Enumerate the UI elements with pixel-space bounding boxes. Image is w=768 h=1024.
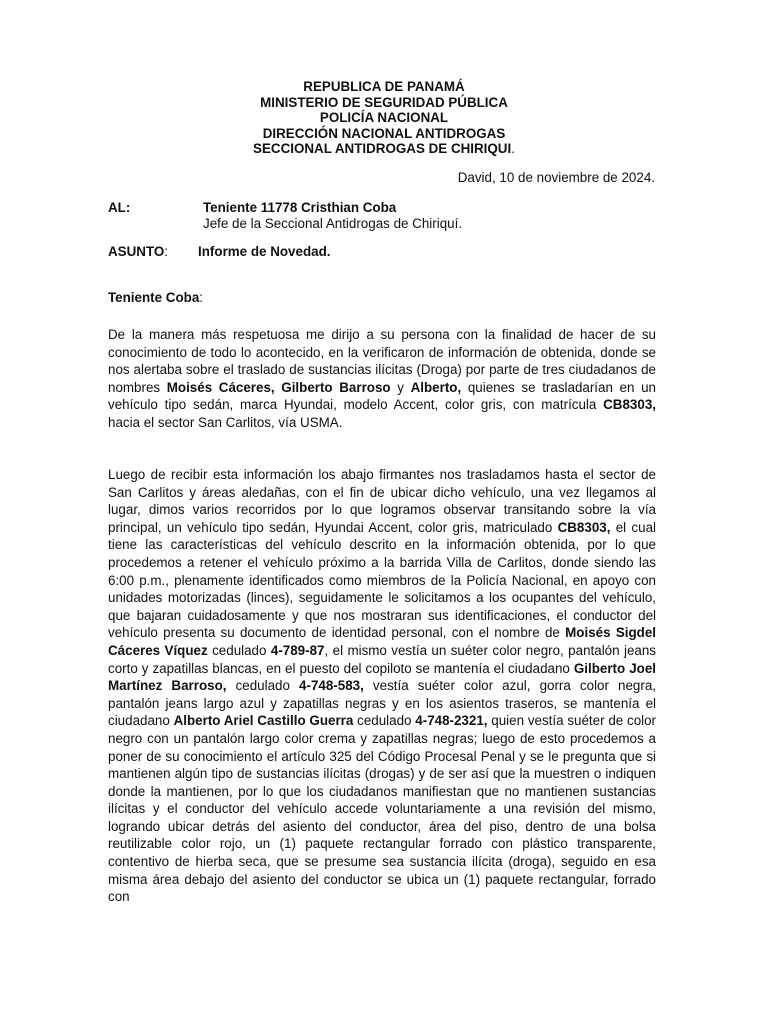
p2-text-5: cedulado: [226, 678, 300, 694]
p2-bold-copilot-name: Gilberto Joel Martínez Barroso,: [108, 660, 656, 694]
subject-colon: :: [164, 244, 169, 259]
p2-text-1: Luego de recibir esta información los abajo firmantes nos trasladamos hasta el sector de San Carlitos y áreas aledañas, con el fin de ubicar dicho vehículo, una vez llegamos al lugar, dimos varios recorridos por lo que logramos observar transitando sobre la vía principal, un vehículo tipo sedán, Hyundai Accent, color gris, matriculado: [108, 467, 656, 535]
p2-text-4: , el mismo vestía un suéter color negro, pantalón jeans corto y zapatillas blancas, en el puesto del copiloto se mantenía el ciudadano: [108, 642, 656, 676]
p2-bold-rear-id: 4-748-2321,: [415, 713, 488, 729]
subject-text: Informe de Novedad.: [198, 244, 331, 259]
letter-date: David, 10 de noviembre de 2024.: [457, 170, 655, 185]
p2-bold-driver-name: Moisés Sigdel Cáceres Víquez: [108, 625, 656, 658]
p1-text-3: quienes se trasladarían en un vehículo tipo sedán, marca Hyundai, modelo Accent, color gris, con matrícula: [108, 379, 656, 413]
subject-label: ASUNTO: [108, 244, 165, 259]
p2-text-6: vestía suéter color azul, gorra color negra, pantalón jeans largo azul y zapatillas negras y en los asientos traseros, se mantenía el ciudadano: [108, 678, 657, 729]
header-directorate: DIRECCIÓN NACIONAL ANTIDROGAS: [262, 125, 506, 141]
p2-text-3: cedulado: [207, 642, 271, 658]
p2-bold-copilot-id: 4-748-583,: [299, 678, 364, 694]
greeting: [108, 290, 203, 305]
recipient-block: [108, 200, 668, 231]
paragraph-2: [108, 466, 656, 906]
p1-bold-names: Moisés Cáceres, Gilberto Barroso: [166, 379, 391, 395]
header-section: [0, 141, 768, 157]
header-ministry: MINISTERIO DE SEGURIDAD PÚBLICA: [260, 94, 508, 110]
p1-text-4: hacia el sector San Carlitos, vía USMA.: [108, 414, 343, 430]
p2-bold-plate: CB8303,: [557, 519, 611, 535]
recipient-name: Teniente 11778 Cristhian Coba: [203, 200, 397, 215]
paragraph-1: [108, 326, 656, 432]
header-police: POLICÍA NACIONAL: [319, 110, 449, 126]
subject-line: [108, 244, 330, 259]
p2-text-2: el cual tiene las características del vehículo descrito en la información obtenida, por lo que procedemos a retener el vehículo próximo a la barrida Villa de Carlitos, donde siendo las 6:00 p.m., plenamente identificados como miembros de la Policía Nacional, en apoyo con unidades motorizadas (linces), seguidamente le solicitamos a los ocupantes del vehículo, que bajaran cuidadosamente y que nos mostraran sus identificaciones, el conductor del vehículo presenta su documento de identidad personal, con el nombre de: [108, 519, 656, 641]
p1-bold-plate: CB8303,: [603, 397, 656, 413]
p1-text-2: y: [390, 379, 411, 395]
letterhead: [0, 79, 768, 157]
p2-text-8: quien vestía suéter de color negro con un pantalón largo color crema y zapatillas negras; luego de esto procedemos a poner de su conocimiento el artículo 325 del Código Procesal Penal y se le pregunta que si mantienen algún tipo de sustancias ilícitas (drogas) y de ser así que la muestren o indiquen donde la mantienen, por lo que los ciudadanos manifiestan que no mantienen sustancias ilícitas y el conductor del vehículo accede voluntariamente a una revisión del mismo, logrando ubicar detrás del asiento del conductor, área del piso, dentro de una bolsa reutilizable color rojo, un (1) paquete rectangular forrado con plástico transparente, contentivo de hierba seca, que se presume sea sustancia ilícita (droga), seguido en esa misma área debajo del asiento del conductor se ubica un (1) paquete rectangular, forrado con: [108, 713, 657, 905]
p2-bold-rear-name: Alberto Ariel Castillo Guerra: [173, 713, 354, 729]
p1-bold-alberto: Alberto,: [410, 379, 462, 395]
header-section-name: SECCIONAL ANTIDROGAS DE CHIRIQUI: [253, 141, 512, 157]
p1-text-1: De la manera más respetuosa me dirijo a su persona con la finalidad de hacer de su conocimiento de todo lo acontecido, en la verificaron de información de obtenida, donde se nos alertaba sobre el traslado de sustancias ilícitas (Droga) por parte de tres ciudadanos de nombres: [108, 327, 656, 395]
greeting-colon: :: [199, 290, 203, 305]
recipient-title: Jefe de la Seccional Antidrogas de Chiriquí.: [203, 215, 463, 231]
header-section-period: .: [511, 141, 515, 157]
header-country: REPUBLICA DE PANAMÁ: [303, 79, 465, 94]
p2-text-7: cedulado: [353, 713, 416, 729]
recipient-label: AL:: [108, 200, 131, 215]
greeting-name: Teniente Coba: [108, 290, 200, 305]
p2-bold-driver-id: 4-789-87: [270, 642, 325, 658]
